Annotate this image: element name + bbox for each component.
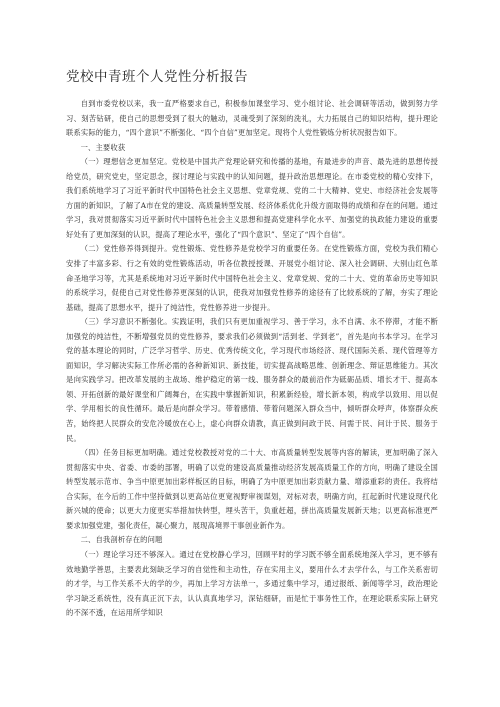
section-heading-problems: 二、自我剖析存在的问题 <box>80 535 163 545</box>
document-title: 党校中青班个人党性分析报告 <box>66 69 248 85</box>
paragraph-party-spirit: （二）党性修养得到提升。党性锻炼、党性修养是党校学习的重要任务。在党性锻炼方面，党校为我们精心安排了丰富多彩、行之有效的党性锻炼活动，听各位教授授课、开展党小组讨论、深入社会调研、大别山红色革命圣地学习等，尤其是系统地对习近平新时代中国特色社会主义、党章党规、党的二十大、党的革命历史等知识的系统学习，促使自己对党性修养更深刻的认识，使我对加强党性修养的途径有了比较系统的了解，夯实了理论基础，提高了思想水平，提升了纯洁性，党性修养进一步提升。 <box>66 244 438 312</box>
paragraph-theory-study: （一）理论学习还不够深入。通过在党校静心学习，回顾平时的学习既不够全面系统地深入学习，更不够有效地勤学善思，主要表此刻缺乏学习的自觉性和主动性，存在实用主义，要用什么才去学什么，与工作关系密切的才学，与工作关系不大的学的少，再加上学习方法单一，多通过集中学习，通过报纸、新闻等学习，政治理论学习缺乏系统性，没有真正沉下去，认认真真地学习，深钻细研，而是忙于事务性工作，在理论联系实际上研究的不深不透，在运用所学知识 <box>66 549 438 618</box>
paragraph-goals: （四）任务目标更加明确。通过党校教授对党的二十大、市高质量转型发展等内容的解读，更加明确了深入贯彻落实中央、省委、市委的部署，明确了以党的建设高质量推动经济发展高质量工作的方向，明确了建设全国转型发展示范市、争当中原更加出彩样板区的目标，明确了为中原更加出彩贡献力量、增添重彩的责任。我将结合实际，在今后的工作中坚持做到以更高站位更宽视野审视谋划，对标对表，明确方向，扛起新时代建设现代化新兴城的使命；以更大力度更实举措加快转型，埋头苦干，负重赶超，拼出高质量发展新天地；以更高标准更严要求加强党建，强化责任，凝心聚力，展现高境界干事创业新作为。 <box>66 448 438 530</box>
intro-paragraph: 自到市委党校以来，我一直严格要求自己，积极参加课堂学习、党小组讨论、社会调研等活动，做到努力学习、刻苦钻研，使自己的思想受到了很大的触动，灵魂受到了深刻的洗礼，大力拓展自己的知识结构，提升理论联系实际的能力，“四个意识”不断强化、“四个自信”更加坚定。现将个人党性锻炼分析状况报告如下。 <box>66 99 438 138</box>
document-body <box>66 97 438 621</box>
paragraph-learning: （三）学习意识不断强化。实践证明，我们只有更加重视学习、善于学习，永不自满、永不停滞，才能不断加强党的纯洁性，不断增强党员的党性修养，要求我们必须做到“活到老、学到老”，首先是向书本学习。在学习党的基本理论的同时，广泛学习哲学、历史、优秀传统文化，学习现代市场经济、现代国际关系、现代管理等方面知识，学习解决实际工作所必需的各种新知识、新技能，切实提高战略思维、创新理念、辩证思维能力。其次是向实践学习。把改革发展的主战场、维护稳定的第一线、服务群众的最前沿作为砥砺品质、增长才干、提高本领、开拓创新的最好课堂和广阔舞台，在实践中掌握新知识，积累新经验，增长新本领，构成学以致用、用以促学、学用相长的良性循环。最后是向群众学习。带着感情、带着问题深入群众当中，倾听群众呼声，体察群众疾苦，始终把人民群众的安危冷暖放在心上，虚心向群众请教，真正做到问政于民、问需于民、问计于民、服务于民。 <box>66 317 438 443</box>
paragraph-ideals: （一）理想信念更加坚定。党校是中国共产党理论研究和传播的基地，有最进步的声音、最先进的思想传授给党员，研究党史，坚定思念，探讨理论与实践中的认知问题，提升政治思想理论。在市委党校的精心安排下，我们系统地学习了习近平新时代中国特色社会主义思想、党章党规、党的二十大精神、党史、市经济社会发展等方面的新知识，了解了A市在党的建设、高质量转型发展、经济体系优化升级方面取得的成绩和存在的问题。通过学习，我对贯彻落实习近平新时代中国特色社会主义思想和提高党建科学化水平、加强党的执政能力建设的重要好处有了更加深刻的认识，提高了理论水平，强化了“四个意识”、坚定了“四个自信”。 <box>66 157 438 239</box>
section-heading-gains: 一、主要收获 <box>80 142 126 152</box>
